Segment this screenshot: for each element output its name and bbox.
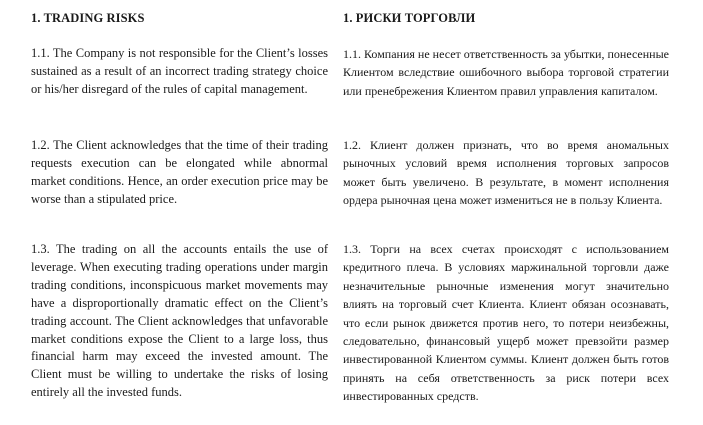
- section-heading-russian: 1. РИСКИ ТОРГОВЛИ: [343, 11, 476, 25]
- clause-1-2-english: 1.2. The Client acknowledges that the time of their trading requests execution can be elongated while abnormal market conditions. Hence, an order execution price may be worse than a stipulated price.: [31, 138, 328, 206]
- clause-1-3-russian: 1.3. Торги на всех счетах происходят с использованием кредитного плеча. В условиях маржинальной торговли даже незначительные рыночные изменения могут значительно влиять на торговый счет Клиента. Клиент обязан осознавать, что если рынок движется против него, то потери неизбежны, следовательно, финансовый ущерб может превзойти размер инвестированной Клиентом суммы. Клиент должен быть готов принять на себя ответственность за риск потери всех инвестированных средств.: [343, 242, 669, 404]
- clause-1-2-russian: 1.2. Клиент должен признать, что во время аномальных рыночных условий время исполнения торговых запросов может быть увеличено. В результате, в момент исполнения ордера рыночная цена может измениться не в пользу Клиента.: [343, 138, 669, 208]
- section-heading-english: 1. TRADING RISKS: [31, 11, 145, 25]
- clause-1-1-russian: 1.1. Компания не несет ответственность за убытки, понесенные Клиентом вследствие ошибочного выбора торговой стратегии или пренебрежения Клиентом правил управления капиталом.: [343, 47, 669, 98]
- clause-1-1-english: 1.1. The Company is not responsible for the Client’s losses sustained as a result of an incorrect trading strategy choice or his/her disregard of the rules of capital management.: [31, 46, 328, 96]
- clause-1-3-english: 1.3. The trading on all the accounts entails the use of leverage. When executing trading operations under margin trading conditions, inconspicuous market movements may have a disproportionally dramatic effect on the Client’s trading account. The Client acknowledges that unfavorable market conditions expose the Client to a large loss, thus financial harm may exceed the invested amount. The Client must be willing to undertake the risks of losing entirely all the invested funds.: [31, 242, 328, 400]
